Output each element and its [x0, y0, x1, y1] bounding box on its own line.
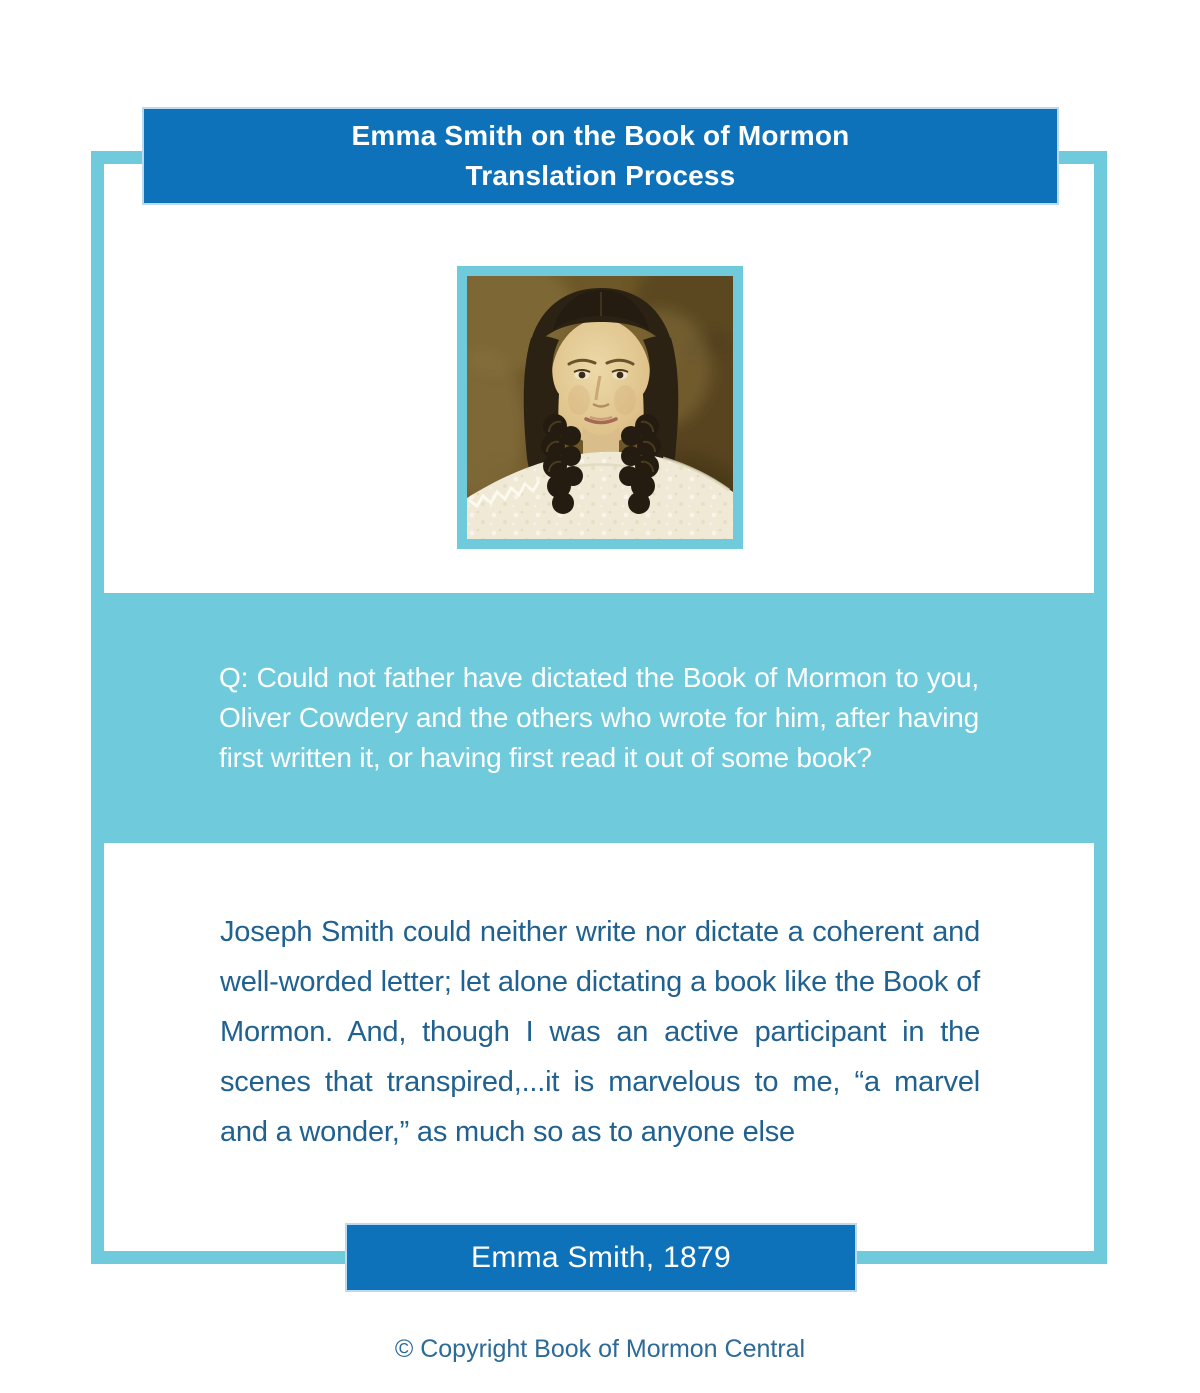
- page-title-line2: Translation Process: [465, 160, 736, 191]
- emma-smith-portrait-frame: [457, 266, 743, 549]
- title-banner: [142, 107, 1059, 205]
- attribution-banner: [345, 1223, 857, 1292]
- attribution-label: Emma Smith, 1879: [471, 1240, 731, 1274]
- emma-smith-portrait: [467, 276, 733, 539]
- question-section: [91, 593, 1107, 843]
- answer-quote-text: Joseph Smith could neither write nor dictate a coherent and well-worded letter; let alone dictating a book like the Book of Mormon. And, though I was an active participant in the scenes that transpired,...it is marvelous to me, “a marvel and a wonder,” as much so as to anyone else: [220, 916, 980, 1148]
- question-text: Q: Could not father have dictated the Book of Mormon to you, Oliver Cowdery and the others who wrote for him, after having first written it, or having first read it out of some book?: [219, 662, 979, 773]
- page-title-line1: Emma Smith on the Book of Mormon: [351, 120, 850, 151]
- copyright-notice: © Copyright Book of Mormon Central: [394, 1335, 806, 1363]
